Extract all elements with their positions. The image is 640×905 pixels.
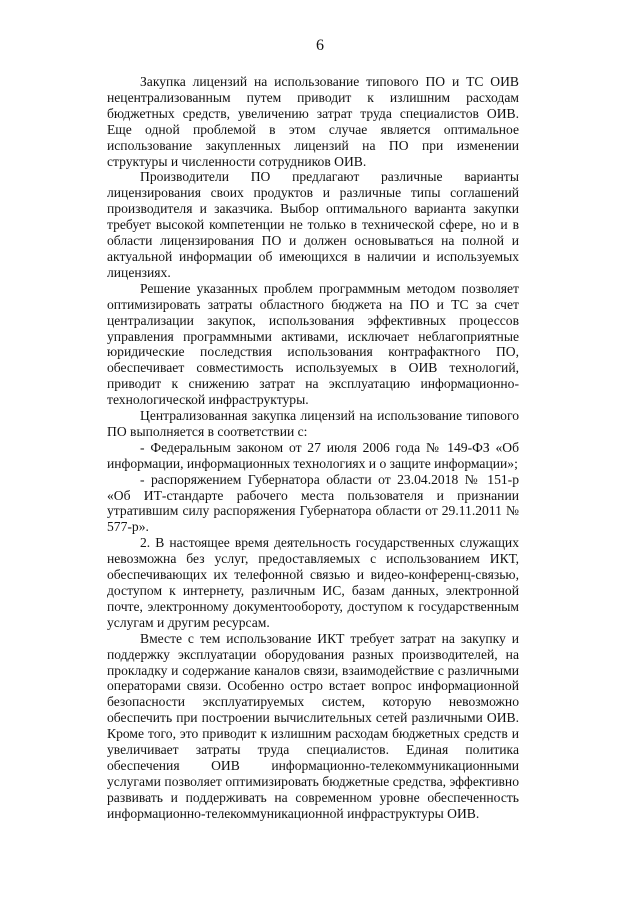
paragraph-license-purchase: Закупка лицензий на использование типового ПО и ТС ОИВ нецентрализованным путем приводит к излишним расходам бюджетных средств, увеличению затрат труда специалистов ОИВ. Еще одной проблемой в этом случае является оптимальное использование закупленных лицензий на ПО при изменении структуры и численности сотрудников ОИВ. <box>107 74 519 169</box>
page-number: 6 <box>316 37 324 54</box>
paragraph-software-vendors: Производители ПО предлагают различные варианты лицензирования своих продуктов и различные типы соглашений производителя и заказчика. Выбор оптимального варианта закупки требует высокой компетенции не только в технической сфере, но и в области лицензирования ПО и должен основываться на полной и актуальной информации об имеющихся в наличии и используемых лицензиях. <box>107 169 519 280</box>
list-item-federal-law: - Федеральным законом от 27 июля 2006 года № 149-ФЗ «Об информации, информационных технологиях и о защите информации»; <box>107 439 519 471</box>
paragraph-ict-costs: Вместе с тем использование ИКТ требует затрат на закупку и поддержку эксплуатации оборудования разных производителей, на прокладку и содержание каналов связи, взаимодействие с различными операторами связи. Особенно остро встает вопрос информационной безопасности эксплуатируемых систем, которую невозможно обеспечить при построении вычислительных сетей различными ОИВ. Кроме того, это приводит к излишним расходам бюджетных средств и увеличивает затраты труда специалистов. Единая политика обеспечения ОИВ информационно-телекоммуникационными услугами позволяет оптимизировать бюджетные средства, эффективно развивать и поддерживать на современном уровне обеспеченность информационно-телекоммуникационной инфраструктуры ОИВ. <box>107 630 519 821</box>
paragraph-problem-solution: Решение указанных проблем программным методом позволяет оптимизировать затраты областного бюджета на ПО и ТС за счет централизации закупок, использования эффективных процессов управления программными активами, исключает неблагоприятные юридические последствия использования контрафактного ПО, обеспечивает совместимость используемых в ОИВ технологий, приводит к снижению затрат на эксплуатацию информационно-технологической инфраструктуры. <box>107 280 519 408</box>
document-body <box>107 74 519 822</box>
list-item-governor-order: - распоряжением Губернатора области от 23.04.2018 № 151-р «Об ИТ-стандарте рабочего места пользователя и признании утратившим силу распоряжения Губернатора области от 29.11.2011 № 577-р». <box>107 471 519 535</box>
paragraph-centralized-purchase: Централизованная закупка лицензий на использование типового ПО выполняется в соответствии с: <box>107 408 519 439</box>
paragraph-ict-services: 2. В настоящее время деятельность государственных служащих невозможна без услуг, предоставляемых с использованием ИКТ, обеспечивающих их телефонной связью и видео-конференц-связью, доступом к интернету, различным ИС, базам данных, электронной почте, электронному документообороту, доступом к государственным услугам и другим ресурсам. <box>107 535 519 630</box>
